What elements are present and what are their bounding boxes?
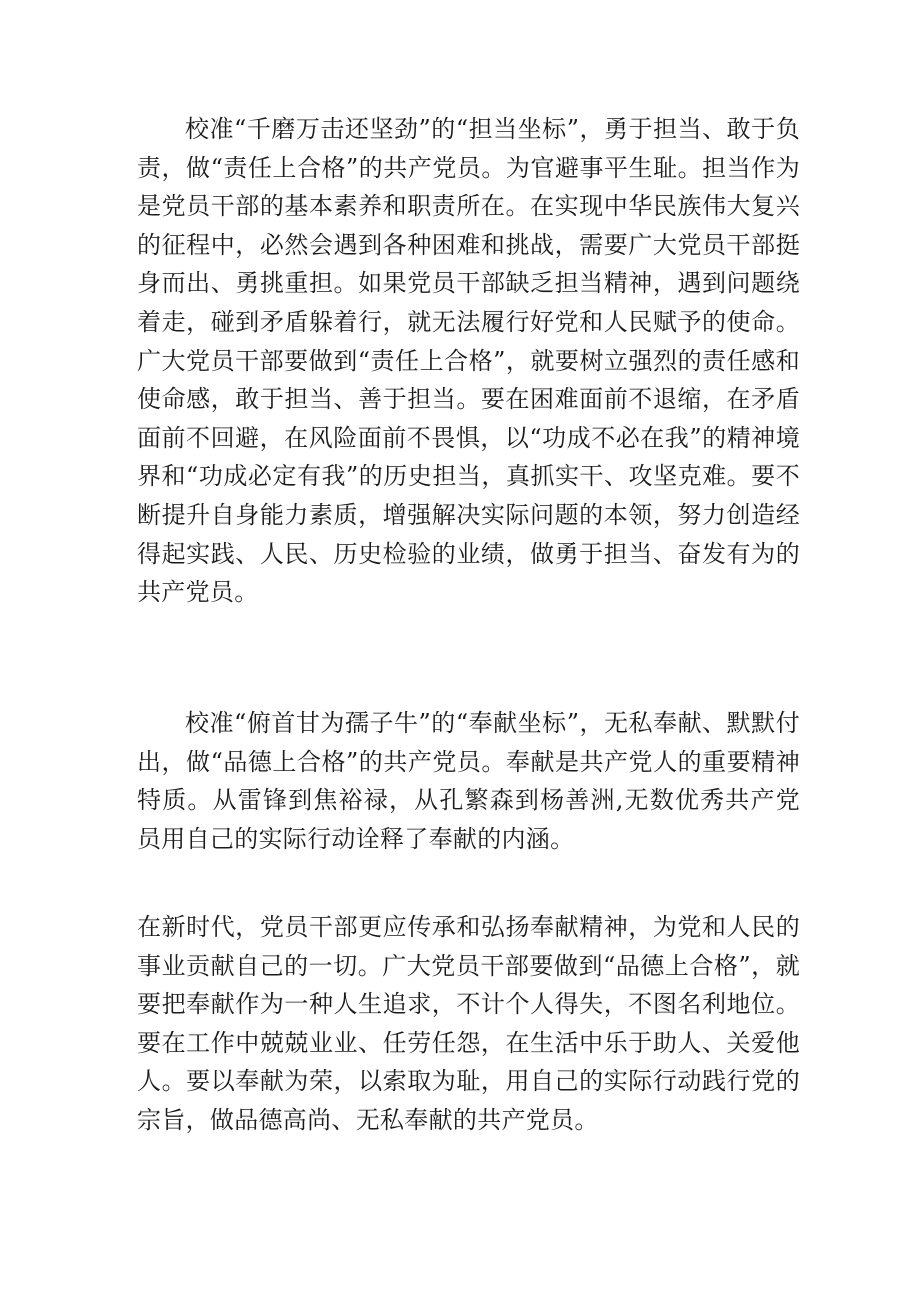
paragraph-dedication: 校准“俯首甘为孺子牛”的“奉献坐标”，无私奉献、默默付出，做“品德上合格”的共产党员。奉献是共产党人的重要精神特质。从雷锋到焦裕禄，从孔繁森到杨善洲,无数优秀共产党员用自己的实际行动诠释了奉献的内涵。	[137, 709, 800, 853]
paragraph-new-era: 在新时代，党员干部更应传承和弘扬奉献精神，为党和人民的事业贡献自己的一切。广大党员干部要做到“品德上合格”，就要把奉献作为一种人生追求，不计个人得失，不图名利地位。要在工作中兢兢业业、任劳任怨，在生活中乐于助人、关爱他人。要以奉献为荣，以索取为耻，用自己的实际行动践行党的宗旨，做品德高尚、无私奉献的共产党员。	[137, 913, 800, 1134]
paragraph-responsibility: 校准“千磨万击还坚劲”的“担当坐标”，勇于担当、敢于负责，做“责任上合格”的共产党员。为官避事平生耻。担当作为是党员干部的基本素养和职责所在。在实现中华民族伟大复兴的征程中，必然会遇到各种困难和挑战，需要广大党员干部挺身而出、勇挑重担。如果党员干部缺乏担当精神，遇到问题绕着走，碰到矛盾躲着行，就无法履行好党和人民赋予的使命。广大党员干部要做到“责任上合格”，就要树立强烈的责任感和使命感，敢于担当、善于担当。要在困难面前不退缩，在矛盾面前不回避，在风险面前不畏惧，以“功成不必在我”的精神境界和“功成必定有我”的历史担当，真抓实干、攻坚克难。要不断提升自身能力素质，增强解决实际问题的本领，努力创造经得起实践、人民、历史检验的业绩，做勇于担当、奋发有为的共产党员。	[137, 115, 800, 607]
